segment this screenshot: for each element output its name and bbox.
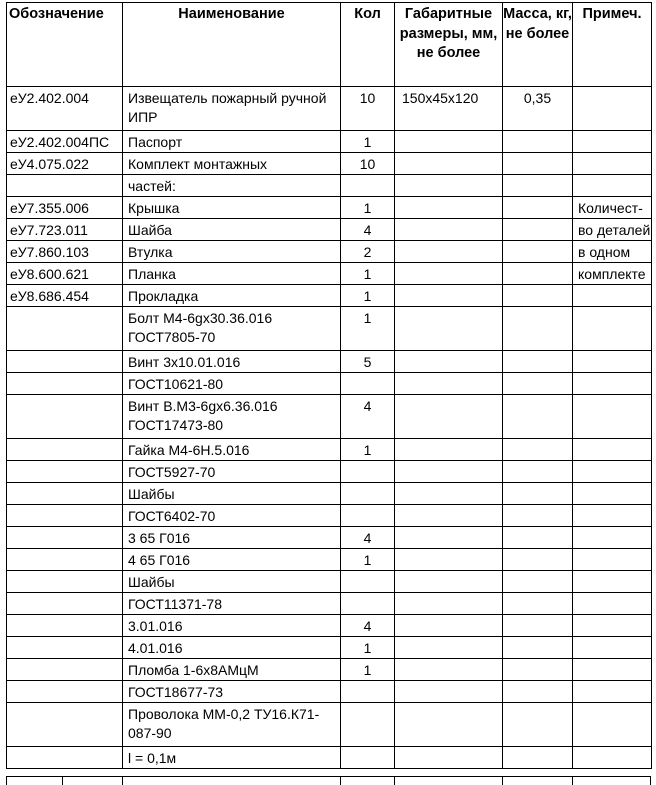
cell-dims — [395, 505, 503, 527]
cell-qty — [341, 461, 395, 483]
cell-qty: 4 — [341, 527, 395, 549]
cell-name: 3 65 Г016 — [123, 527, 341, 549]
cell-dims — [395, 439, 503, 461]
cell-name: Прокладка — [123, 285, 341, 307]
cell-qty: 1 — [341, 637, 395, 659]
cell-designation: еУ2.402.004ПС — [7, 131, 123, 153]
cell-dims — [395, 153, 503, 175]
cell-name: ГОСТ6402-70 — [123, 505, 341, 527]
table-row — [7, 505, 652, 527]
cell-note — [573, 439, 652, 461]
cell-note — [573, 747, 652, 769]
cell-dims — [395, 571, 503, 593]
header-dims: Габаритные размеры, мм, не более — [395, 3, 503, 87]
cell-name: частей: — [123, 175, 341, 197]
cell-dims — [395, 285, 503, 307]
cell-designation — [7, 461, 123, 483]
cell-qty: 1 — [341, 439, 395, 461]
table-row — [7, 549, 652, 571]
cell-name: Винт В.М3-6gх6.36.016 ГОСТ17473-80 — [123, 395, 341, 439]
cell-name: Шайбы — [123, 483, 341, 505]
cell-name: 3.01.016 — [123, 615, 341, 637]
cell-designation: еУ7.723.011 — [7, 219, 123, 241]
tail-divider — [6, 777, 7, 785]
cell-note — [573, 549, 652, 571]
tail-divider — [394, 777, 395, 785]
cell-dims — [395, 593, 503, 615]
table-row — [7, 615, 652, 637]
table-row — [7, 153, 652, 175]
cell-designation — [7, 175, 123, 197]
header-row — [7, 3, 652, 87]
cell-note — [573, 505, 652, 527]
cell-qty — [341, 593, 395, 615]
cell-mass — [503, 571, 573, 593]
cell-dims — [395, 219, 503, 241]
cell-dims — [395, 703, 503, 747]
cell-qty: 4 — [341, 615, 395, 637]
table-row — [7, 439, 652, 461]
table-row — [7, 659, 652, 681]
cell-qty — [341, 681, 395, 703]
table-row — [7, 197, 652, 219]
cell-note — [573, 659, 652, 681]
cell-mass — [503, 593, 573, 615]
specification-sheet — [6, 2, 654, 782]
cell-dims — [395, 373, 503, 395]
cell-qty: 5 — [341, 351, 395, 373]
cell-note — [573, 307, 652, 351]
cell-name: Проволока ММ-0,2 ТУ16.К71-087-90 — [123, 703, 341, 747]
cell-name: 4 65 Г016 — [123, 549, 341, 571]
cell-note — [573, 593, 652, 615]
tail-divider — [650, 777, 651, 785]
table-row — [7, 461, 652, 483]
cell-mass — [503, 527, 573, 549]
cell-note — [573, 637, 652, 659]
cell-dims — [395, 197, 503, 219]
cell-name: Крышка — [123, 197, 341, 219]
cell-dims — [395, 307, 503, 351]
cell-note — [573, 461, 652, 483]
table-row — [7, 263, 652, 285]
cell-qty: 1 — [341, 285, 395, 307]
cell-name: Шайбы — [123, 571, 341, 593]
cell-mass — [503, 197, 573, 219]
cell-mass — [503, 615, 573, 637]
cell-mass — [503, 373, 573, 395]
cell-note — [573, 527, 652, 549]
cell-note — [573, 395, 652, 439]
cell-designation — [7, 351, 123, 373]
cell-mass — [503, 681, 573, 703]
cell-designation — [7, 395, 123, 439]
cell-mass — [503, 637, 573, 659]
table-row — [7, 571, 652, 593]
cell-name: l = 0,1м — [123, 747, 341, 769]
cell-note — [573, 175, 652, 197]
cell-dims — [395, 395, 503, 439]
table-row — [7, 285, 652, 307]
cell-note — [573, 571, 652, 593]
table-row — [7, 351, 652, 373]
cell-designation — [7, 307, 123, 351]
cell-designation: еУ2.402.004 — [7, 87, 123, 131]
specification-table — [6, 2, 652, 769]
cell-dims — [395, 637, 503, 659]
cell-name: Комплект монтажных — [123, 153, 341, 175]
table-row — [7, 483, 652, 505]
table-row — [7, 307, 652, 351]
tail-divider — [502, 777, 503, 785]
cell-qty — [341, 483, 395, 505]
cell-name: ГОСТ18677-73 — [123, 681, 341, 703]
cell-dims — [395, 263, 503, 285]
cell-note — [573, 351, 652, 373]
cell-dims — [395, 461, 503, 483]
cell-designation — [7, 549, 123, 571]
cell-dims — [395, 615, 503, 637]
cell-dims — [395, 131, 503, 153]
table-row — [7, 175, 652, 197]
cell-qty: 1 — [341, 307, 395, 351]
cell-dims: 150х45х120 — [395, 87, 503, 131]
cell-qty: 1 — [341, 263, 395, 285]
cell-mass — [503, 307, 573, 351]
cell-name: Планка — [123, 263, 341, 285]
cell-mass: 0,35 — [503, 87, 573, 131]
cell-mass — [503, 219, 573, 241]
cell-note — [573, 285, 652, 307]
cell-mass — [503, 395, 573, 439]
cell-dims — [395, 175, 503, 197]
cell-qty: 2 — [341, 241, 395, 263]
cell-dims — [395, 549, 503, 571]
header-designation: Обозначение — [7, 3, 123, 87]
cell-note — [573, 615, 652, 637]
header-mass: Масса, кг, не более — [503, 3, 573, 87]
cell-name: Втулка — [123, 241, 341, 263]
cell-qty: 1 — [341, 131, 395, 153]
cell-designation — [7, 483, 123, 505]
header-qty: Кол — [341, 3, 395, 87]
table-row — [7, 131, 652, 153]
cell-mass — [503, 175, 573, 197]
cell-designation — [7, 747, 123, 769]
table-row — [7, 703, 652, 747]
cell-name: ГОСТ5927-70 — [123, 461, 341, 483]
cell-qty: 10 — [341, 153, 395, 175]
cell-qty — [341, 571, 395, 593]
cell-designation: еУ7.355.006 — [7, 197, 123, 219]
cell-mass — [503, 483, 573, 505]
cell-designation: еУ7.860.103 — [7, 241, 123, 263]
cell-qty — [341, 505, 395, 527]
cell-dims — [395, 241, 503, 263]
cell-designation — [7, 703, 123, 747]
cell-qty — [341, 373, 395, 395]
cell-name: Гайка М4-6Н.5.016 — [123, 439, 341, 461]
cell-mass — [503, 285, 573, 307]
tail-divider — [340, 777, 341, 785]
cell-mass — [503, 703, 573, 747]
cell-mass — [503, 439, 573, 461]
cell-note: во деталей — [573, 219, 652, 241]
cell-designation — [7, 505, 123, 527]
cell-mass — [503, 659, 573, 681]
table-row — [7, 637, 652, 659]
table-row — [7, 527, 652, 549]
header-name: Наименование — [123, 3, 341, 87]
cell-designation — [7, 681, 123, 703]
table-row — [7, 395, 652, 439]
table-row — [7, 747, 652, 769]
cell-note — [573, 483, 652, 505]
cell-note — [573, 373, 652, 395]
tail-divider — [122, 777, 123, 785]
table-row — [7, 219, 652, 241]
cell-note — [573, 703, 652, 747]
cell-designation — [7, 527, 123, 549]
cell-qty — [341, 703, 395, 747]
cell-mass — [503, 747, 573, 769]
specification-body — [7, 87, 652, 769]
cell-designation — [7, 637, 123, 659]
cell-designation: еУ8.600.621 — [7, 263, 123, 285]
cell-qty: 1 — [341, 549, 395, 571]
tail-divider — [62, 777, 63, 785]
header-note: Примеч. — [573, 3, 652, 87]
cell-name: ГОСТ11371-78 — [123, 593, 341, 615]
cell-dims — [395, 527, 503, 549]
cell-name: Винт 3х10.01.016 — [123, 351, 341, 373]
cell-qty: 1 — [341, 197, 395, 219]
cell-dims — [395, 483, 503, 505]
table-row — [7, 373, 652, 395]
next-page-row-edge — [6, 776, 651, 785]
cell-dims — [395, 681, 503, 703]
cell-designation: еУ4.075.022 — [7, 153, 123, 175]
table-row — [7, 593, 652, 615]
cell-designation — [7, 373, 123, 395]
cell-mass — [503, 461, 573, 483]
cell-qty: 4 — [341, 395, 395, 439]
cell-note — [573, 153, 652, 175]
cell-designation: еУ8.686.454 — [7, 285, 123, 307]
cell-mass — [503, 351, 573, 373]
cell-name: ГОСТ10621-80 — [123, 373, 341, 395]
cell-qty: 10 — [341, 87, 395, 131]
cell-mass — [503, 263, 573, 285]
cell-mass — [503, 241, 573, 263]
cell-dims — [395, 351, 503, 373]
cell-dims — [395, 659, 503, 681]
table-row — [7, 681, 652, 703]
cell-note: Количест- — [573, 197, 652, 219]
cell-dims — [395, 747, 503, 769]
cell-mass — [503, 153, 573, 175]
cell-note — [573, 131, 652, 153]
cell-mass — [503, 131, 573, 153]
cell-name: Болт М4-6gх30.36.016 ГОСТ7805-70 — [123, 307, 341, 351]
cell-mass — [503, 505, 573, 527]
cell-name: Паспорт — [123, 131, 341, 153]
cell-note: комплекте — [573, 263, 652, 285]
cell-designation — [7, 615, 123, 637]
cell-qty — [341, 747, 395, 769]
cell-qty: 1 — [341, 659, 395, 681]
cell-name: 4.01.016 — [123, 637, 341, 659]
cell-name: Извещатель пожарный ручной ИПР — [123, 87, 341, 131]
table-row — [7, 241, 652, 263]
cell-note — [573, 87, 652, 131]
table-row — [7, 87, 652, 131]
cell-note — [573, 681, 652, 703]
cell-name: Шайба — [123, 219, 341, 241]
cell-qty — [341, 175, 395, 197]
tail-divider — [572, 777, 573, 785]
cell-designation — [7, 659, 123, 681]
cell-note: в одном — [573, 241, 652, 263]
cell-designation — [7, 593, 123, 615]
cell-name: Пломба 1-6х8АМцМ — [123, 659, 341, 681]
cell-designation — [7, 571, 123, 593]
cell-designation — [7, 439, 123, 461]
cell-qty: 4 — [341, 219, 395, 241]
cell-mass — [503, 549, 573, 571]
